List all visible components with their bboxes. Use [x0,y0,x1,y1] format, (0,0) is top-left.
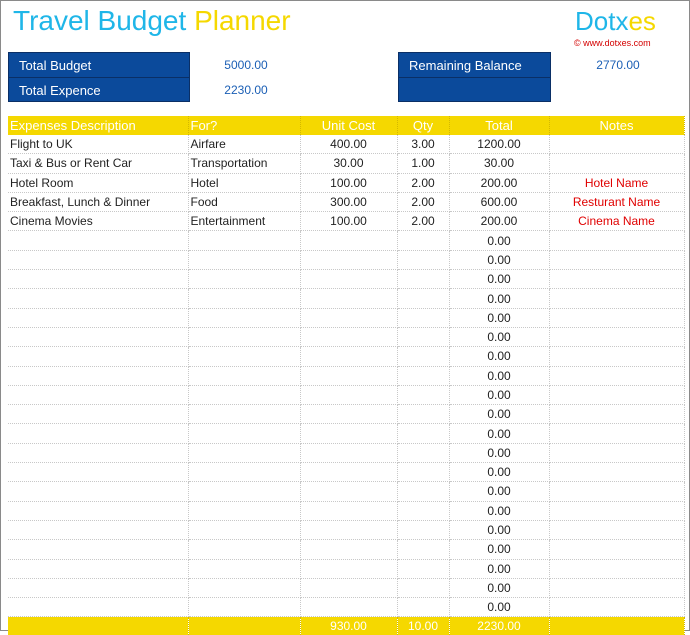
qty-cell[interactable] [397,308,449,327]
for-cell[interactable] [188,289,300,308]
remaining-balance-blank [399,78,550,103]
for-cell[interactable]: Transportation [188,154,300,173]
for-cell[interactable] [188,598,300,617]
notes-cell[interactable] [549,289,684,308]
qty-cell[interactable] [397,540,449,559]
title-part-travel-budget: Travel Budget [13,5,187,36]
notes-cell[interactable] [549,578,684,597]
table-row [8,231,684,250]
budget-summary-box [8,52,190,102]
description-cell[interactable] [8,270,188,289]
notes-cell[interactable] [549,270,684,289]
qty-cell[interactable] [397,405,449,424]
total-cell[interactable]: 0.00 [449,598,549,617]
qty-cell[interactable]: 2.00 [397,173,449,192]
for-cell[interactable] [188,520,300,539]
notes-cell[interactable] [549,366,684,385]
unit-cost-cell[interactable] [300,270,397,289]
qty-cell[interactable] [397,559,449,578]
description-cell[interactable]: Taxi & Bus or Rent Car [8,154,188,173]
notes-cell[interactable] [549,501,684,520]
total-cell[interactable]: 0.00 [449,231,549,250]
total-cell[interactable]: 0.00 [449,559,549,578]
header-for: For? [188,116,300,135]
description-cell[interactable] [8,598,188,617]
total-cell[interactable]: 600.00 [449,192,549,211]
total-cell[interactable]: 0.00 [449,540,549,559]
header-unit-cost: Unit Cost [300,116,397,135]
totals-cell [549,617,684,635]
table-row [8,559,684,578]
header-notes: Notes [549,116,684,135]
for-cell[interactable] [188,385,300,404]
description-cell[interactable] [8,424,188,443]
unit-cost-cell[interactable]: 100.00 [300,173,397,192]
unit-cost-cell[interactable] [300,231,397,250]
unit-cost-cell[interactable]: 100.00 [300,212,397,231]
description-cell[interactable] [8,327,188,346]
table-row [8,347,684,366]
notes-cell[interactable] [549,424,684,443]
description-cell[interactable] [8,405,188,424]
qty-cell[interactable] [397,289,449,308]
unit-cost-cell[interactable] [300,366,397,385]
qty-cell[interactable] [397,250,449,269]
notes-cell[interactable] [549,598,684,617]
for-cell[interactable] [188,270,300,289]
table-row [8,250,684,269]
notes-cell[interactable] [549,540,684,559]
qty-cell[interactable] [397,501,449,520]
unit-cost-cell[interactable] [300,250,397,269]
notes-cell[interactable] [549,231,684,250]
for-cell[interactable]: Food [188,192,300,211]
for-cell[interactable] [188,501,300,520]
table-row [8,308,684,327]
description-cell[interactable]: Breakfast, Lunch & Dinner [8,192,188,211]
for-cell[interactable] [188,347,300,366]
total-cell[interactable]: 0.00 [449,308,549,327]
total-cell[interactable]: 0.00 [449,424,549,443]
notes-cell[interactable] [549,405,684,424]
for-cell[interactable] [188,443,300,462]
total-cell[interactable]: 0.00 [449,463,549,482]
qty-cell[interactable] [397,270,449,289]
table-row [8,405,684,424]
brand-part-2: es [628,6,656,36]
table-header-row [8,116,684,135]
notes-cell[interactable] [549,308,684,327]
total-budget-label: Total Budget [9,53,189,78]
qty-cell[interactable] [397,327,449,346]
for-cell[interactable] [188,424,300,443]
notes-cell[interactable] [549,154,684,173]
table-row [8,424,684,443]
table-row [8,385,684,404]
for-cell[interactable] [188,482,300,501]
qty-cell[interactable] [397,385,449,404]
table-row [8,289,684,308]
total-cell[interactable]: 0.00 [449,327,549,346]
for-cell[interactable]: Entertainment [188,212,300,231]
total-cell[interactable]: 0.00 [449,578,549,597]
notes-cell[interactable] [549,347,684,366]
total-cell[interactable]: 0.00 [449,482,549,501]
totals-total: 2230.00 [449,617,549,635]
brand-part-1: Dotx [575,6,629,36]
total-cell[interactable]: 200.00 [449,173,549,192]
table-row [8,578,684,597]
description-cell[interactable] [8,443,188,462]
table-row [8,520,684,539]
description-cell[interactable] [8,463,188,482]
expenses-table [8,116,685,635]
for-cell[interactable] [188,250,300,269]
header-qty: Qty [397,116,449,135]
description-cell[interactable] [8,501,188,520]
qty-cell[interactable] [397,231,449,250]
description-cell[interactable] [8,559,188,578]
notes-cell[interactable] [549,327,684,346]
total-cell[interactable]: 0.00 [449,385,549,404]
total-cell[interactable]: 0.00 [449,443,549,462]
table-row [8,135,684,154]
unit-cost-cell[interactable] [300,385,397,404]
total-cell[interactable]: 0.00 [449,250,549,269]
for-cell[interactable] [188,463,300,482]
description-cell[interactable] [8,482,188,501]
totals-cell [8,617,188,635]
total-expence-value: 2230.00 [224,83,268,97]
unit-cost-cell[interactable] [300,405,397,424]
qty-cell[interactable] [397,598,449,617]
qty-cell[interactable] [397,366,449,385]
table-row [8,270,684,289]
header-expenses-description: Expenses Description [8,116,188,135]
notes-cell[interactable] [549,135,684,154]
total-cell[interactable]: 0.00 [449,270,549,289]
for-cell[interactable] [188,559,300,578]
qty-cell[interactable] [397,578,449,597]
qty-cell[interactable] [397,424,449,443]
notes-cell[interactable] [549,463,684,482]
description-cell[interactable] [8,250,188,269]
unit-cost-cell[interactable] [300,540,397,559]
description-cell[interactable] [8,540,188,559]
description-cell[interactable] [8,520,188,539]
table-row [8,540,684,559]
total-cell[interactable]: 0.00 [449,405,549,424]
unit-cost-cell[interactable] [300,482,397,501]
for-cell[interactable]: Hotel [188,173,300,192]
description-cell[interactable] [8,385,188,404]
total-cell[interactable]: 1200.00 [449,135,549,154]
qty-cell[interactable] [397,482,449,501]
unit-cost-cell[interactable] [300,443,397,462]
header-total: Total [449,116,549,135]
table-row [8,598,684,617]
unit-cost-cell[interactable] [300,501,397,520]
description-cell[interactable] [8,347,188,366]
description-cell[interactable] [8,231,188,250]
unit-cost-cell[interactable] [300,308,397,327]
unit-cost-cell[interactable] [300,578,397,597]
unit-cost-cell[interactable] [300,327,397,346]
for-cell[interactable] [188,366,300,385]
description-cell[interactable]: Cinema Movies [8,212,188,231]
for-cell[interactable] [188,578,300,597]
unit-cost-cell[interactable] [300,463,397,482]
total-cell[interactable]: 0.00 [449,347,549,366]
total-expence-label: Total Expence [19,83,101,98]
qty-cell[interactable] [397,520,449,539]
qty-cell[interactable]: 3.00 [397,135,449,154]
remaining-balance-label: Remaining Balance [399,53,550,78]
total-cell[interactable]: 0.00 [449,366,549,385]
qty-cell[interactable] [397,443,449,462]
description-cell[interactable] [8,366,188,385]
table-row [8,463,684,482]
qty-cell[interactable]: 1.00 [397,154,449,173]
description-cell[interactable] [8,289,188,308]
title-part-planner: Planner [194,5,291,36]
remaining-balance-value: 2770.00 [596,58,640,72]
table-row [8,154,684,173]
total-cell[interactable]: 0.00 [449,289,549,308]
table-row [8,443,684,462]
table-row [8,212,684,231]
notes-cell[interactable]: Hotel Name [549,173,684,192]
for-cell[interactable] [188,308,300,327]
for-cell[interactable] [188,231,300,250]
table-row [8,366,684,385]
totals-cell [188,617,300,635]
table-row [8,501,684,520]
description-cell[interactable]: Flight to UK [8,135,188,154]
notes-cell[interactable] [549,482,684,501]
total-cell[interactable]: 30.00 [449,154,549,173]
unit-cost-cell[interactable] [300,289,397,308]
description-cell[interactable] [8,308,188,327]
for-cell[interactable]: Airfare [188,135,300,154]
table-row [8,173,684,192]
unit-cost-cell[interactable] [300,598,397,617]
totals-unit-cost: 930.00 [300,617,397,635]
notes-cell[interactable] [549,385,684,404]
for-cell[interactable] [188,327,300,346]
unit-cost-cell[interactable]: 30.00 [300,154,397,173]
table-row [8,482,684,501]
notes-cell[interactable] [549,520,684,539]
unit-cost-cell[interactable] [300,347,397,366]
totals-qty: 10.00 [397,617,449,635]
qty-cell[interactable] [397,463,449,482]
notes-cell[interactable] [549,250,684,269]
unit-cost-cell[interactable] [300,424,397,443]
totals-row [8,617,684,635]
total-cell[interactable]: 0.00 [449,501,549,520]
total-budget-value[interactable]: 5000.00 [224,58,268,72]
qty-cell[interactable]: 2.00 [397,212,449,231]
remaining-balance-box [398,52,551,102]
unit-cost-cell[interactable]: 300.00 [300,192,397,211]
description-cell[interactable] [8,578,188,597]
notes-cell[interactable] [549,443,684,462]
copyright-text: © www.dotxes.com [574,38,651,48]
total-cell[interactable]: 200.00 [449,212,549,231]
page-title [13,3,291,39]
table-row [8,327,684,346]
brand-logo [575,5,656,37]
unit-cost-cell[interactable] [300,520,397,539]
notes-cell[interactable]: Cinema Name [549,212,684,231]
description-cell[interactable]: Hotel Room [8,173,188,192]
table-row [8,192,684,211]
unit-cost-cell[interactable] [300,559,397,578]
for-cell[interactable] [188,405,300,424]
qty-cell[interactable] [397,347,449,366]
unit-cost-cell[interactable]: 400.00 [300,135,397,154]
notes-cell[interactable]: Resturant Name [549,192,684,211]
qty-cell[interactable]: 2.00 [397,192,449,211]
for-cell[interactable] [188,540,300,559]
total-cell[interactable]: 0.00 [449,520,549,539]
notes-cell[interactable] [549,559,684,578]
